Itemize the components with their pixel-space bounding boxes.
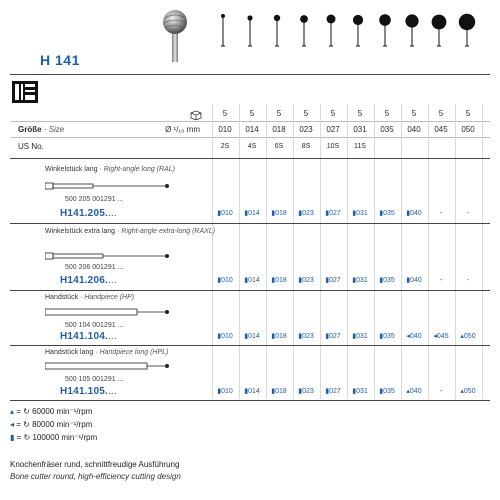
section-hp-code-main: H141.104. — [60, 331, 108, 342]
avail-cell: ▮018 — [271, 210, 287, 217]
avail-cell: ▮010 — [217, 277, 233, 284]
bur-photo-image — [160, 6, 190, 62]
section-hp-code — [60, 331, 117, 342]
avail-cell: ▮023 — [298, 277, 314, 284]
us-cell: 11S — [354, 143, 366, 150]
section-raxl-ref: 500 206 001291 ... — [65, 264, 124, 271]
section-raxl-label: Winkelstück extra lang · Right-angle extra-long (RAXL) — [45, 228, 216, 235]
section-raxl-code-main: H141.206. — [60, 275, 108, 286]
legend-text: = ↻ 80000 min⁻¹/rpm — [16, 420, 93, 429]
us-number-row — [10, 141, 490, 153]
legend-text: = ↻ 100000 min⁻¹/rpm — [16, 433, 98, 442]
pack-qty-cell: 5 — [357, 109, 363, 118]
section-divider — [10, 290, 490, 291]
avail-cell: - — [439, 388, 443, 395]
avail-cell: ▮010 — [217, 210, 233, 217]
avail-cell: - — [439, 210, 443, 217]
pack-qty-cell: 5 — [465, 109, 471, 118]
size-cell: 010 — [218, 125, 232, 134]
avail-cell: ▮031 — [352, 333, 368, 340]
pack-qty-cell: 5 — [438, 109, 444, 118]
pack-qty-cell: 5 — [330, 109, 336, 118]
section-divider — [10, 158, 490, 159]
section-hp-label: Handstück · Handpiece (HP) — [45, 294, 135, 301]
avail-cell: ▮014 — [244, 210, 260, 217]
legend-row-60000 — [10, 406, 92, 417]
avail-cell: ▮031 — [352, 277, 368, 284]
avail-cell: ◂045 — [433, 333, 449, 340]
section-divider — [10, 223, 490, 224]
avail-cell: ◂040 — [406, 333, 422, 340]
us-label: US No. — [18, 142, 44, 151]
section-raxl-label-en: Right-angle extra-long (RAXL) — [121, 228, 216, 235]
pack-qty-cell: 5 — [303, 109, 309, 118]
avail-cell: ▮031 — [352, 210, 368, 217]
size-cell: 014 — [245, 125, 259, 134]
section-hpl-label: Handstück lang · Handpiece long (HPL) — [45, 349, 169, 356]
column-separator — [212, 104, 213, 399]
avail-cell: ▮035 — [379, 277, 395, 284]
avail-cell: ▮018 — [271, 333, 287, 340]
pack-qty-cell: 5 — [249, 109, 255, 118]
section-hp-code-suffix: ... — [107, 331, 117, 342]
size-label-de: Größe — [18, 125, 42, 134]
column-separator — [482, 104, 483, 399]
top-divider — [10, 74, 490, 75]
avail-cell: ▮023 — [298, 210, 314, 217]
avail-cell: ▮014 — [244, 388, 260, 395]
section-ral-ref: 500 205 001291 ... — [65, 196, 124, 203]
avail-cell: - — [466, 210, 470, 217]
avail-cell: ▴040 — [406, 388, 422, 395]
legend-symbol: ▮ — [10, 433, 15, 442]
section-ral-label-en: Right-angle long (RAL) — [103, 166, 175, 173]
section-hpl-code — [60, 386, 117, 397]
pack-qty-cell: 5 — [384, 109, 390, 118]
product-title: H 141 — [40, 52, 80, 68]
column-separator — [428, 104, 429, 399]
avail-cell: ▮014 — [244, 333, 260, 340]
hp-bur-drawing — [45, 305, 175, 319]
legend-row-100000 — [10, 432, 97, 443]
avail-cell: ▮014 — [244, 277, 260, 284]
avail-cell: ▮035 — [379, 210, 395, 217]
section-hpl-label-de: Handstück lang — [45, 349, 94, 356]
ral-bur-drawing — [45, 181, 175, 191]
bur-head-sizes-illustration — [205, 6, 495, 62]
size-cell: 045 — [434, 125, 448, 134]
size-row — [10, 124, 490, 136]
description-german: Knochenfräser rund, schnittfreudige Ausführung — [10, 460, 180, 469]
section-ral-code — [60, 208, 117, 219]
avail-cell: ▮031 — [352, 388, 368, 395]
avail-cell: ▴050 — [460, 333, 476, 340]
avail-cell: ▮018 — [271, 388, 287, 395]
legend-text: = ↻ 60000 min⁻¹/rpm — [16, 407, 93, 416]
size-row-label — [18, 124, 64, 136]
section-hpl-code-suffix: ... — [107, 386, 117, 397]
size-cell: 031 — [353, 125, 367, 134]
size-cell: 023 — [299, 125, 313, 134]
column-separator — [320, 104, 321, 399]
column-separator — [401, 104, 402, 399]
size-cell: 040 — [407, 125, 421, 134]
avail-cell: ▮027 — [325, 388, 341, 395]
us-cell: 6S — [274, 143, 284, 150]
size-cell: 018 — [272, 125, 286, 134]
brand-logo-icon — [12, 81, 38, 103]
avail-cell: - — [439, 277, 443, 284]
size-cell: 027 — [326, 125, 340, 134]
column-separator — [239, 104, 240, 399]
pack-quantity-row — [10, 108, 490, 120]
pack-qty-cell: 5 — [276, 109, 282, 118]
section-ral-code-suffix: ... — [107, 208, 117, 219]
avail-cell: ▮040 — [406, 277, 422, 284]
section-ral-label-de: Winkelstück lang — [45, 166, 98, 173]
pack-qty-cell: 5 — [222, 109, 228, 118]
avail-cell: ▮010 — [217, 388, 233, 395]
section-ral-code-main: H141.205. — [60, 208, 108, 219]
column-separator — [455, 104, 456, 399]
us-cell: 2S — [220, 143, 230, 150]
column-separator — [347, 104, 348, 399]
avail-cell: ▮023 — [298, 333, 314, 340]
legend-symbol: ▴ — [10, 407, 15, 416]
avail-cell: ▮035 — [379, 333, 395, 340]
avail-cell: ▴050 — [460, 388, 476, 395]
row-divider — [10, 121, 490, 122]
us-cell: 8S — [301, 143, 311, 150]
section-hp-label-en: Handpiece (HP) — [84, 294, 135, 301]
us-cell: 4S — [247, 143, 257, 150]
size-cell: 035 — [380, 125, 394, 134]
section-hp-label-de: Handstück — [45, 294, 79, 301]
section-ral-label: Winkelstück lang · Right-angle long (RAL) — [45, 166, 175, 173]
avail-cell: ▮040 — [406, 210, 422, 217]
legend-symbol: ◂ — [10, 420, 15, 429]
section-hp-ref: 500 104 001291 ... — [65, 322, 124, 329]
description-english: Bone cutter round, high-efficiency cutting design — [10, 472, 181, 481]
section-hpl-code-main: H141.105. — [60, 386, 108, 397]
legend-row-80000 — [10, 419, 92, 430]
section-divider — [10, 400, 490, 401]
column-separator — [374, 104, 375, 399]
avail-cell: ▮027 — [325, 333, 341, 340]
avail-cell: ▮027 — [325, 210, 341, 217]
avail-cell: ▮018 — [271, 277, 287, 284]
size-unit: Ø ¹/₁₀ mm — [165, 125, 200, 134]
section-hpl-ref: 500 105 001291 ... — [65, 376, 124, 383]
section-hpl-label-en: Handpiece long (HPL) — [99, 349, 169, 356]
avail-cell: ▮035 — [379, 388, 395, 395]
avail-cell: ▮010 — [217, 333, 233, 340]
section-divider — [10, 345, 490, 346]
column-separator — [266, 104, 267, 399]
size-label-en: Size — [48, 125, 65, 134]
raxl-bur-drawing — [45, 251, 175, 261]
section-raxl-code-suffix: ... — [107, 275, 117, 286]
row-divider — [10, 137, 490, 138]
pack-qty-cell: 5 — [411, 109, 417, 118]
avail-cell: ▮027 — [325, 277, 341, 284]
us-cell: 10S — [326, 143, 340, 150]
hpl-bur-drawing — [45, 359, 175, 373]
size-cell: 050 — [461, 125, 475, 134]
column-separator — [293, 104, 294, 399]
avail-cell: - — [466, 277, 470, 284]
avail-cell: ▮023 — [298, 388, 314, 395]
size-label-sep: · — [43, 125, 49, 134]
section-raxl-code — [60, 275, 117, 286]
section-raxl-label-de: Winkelstück extra lang — [45, 228, 116, 235]
